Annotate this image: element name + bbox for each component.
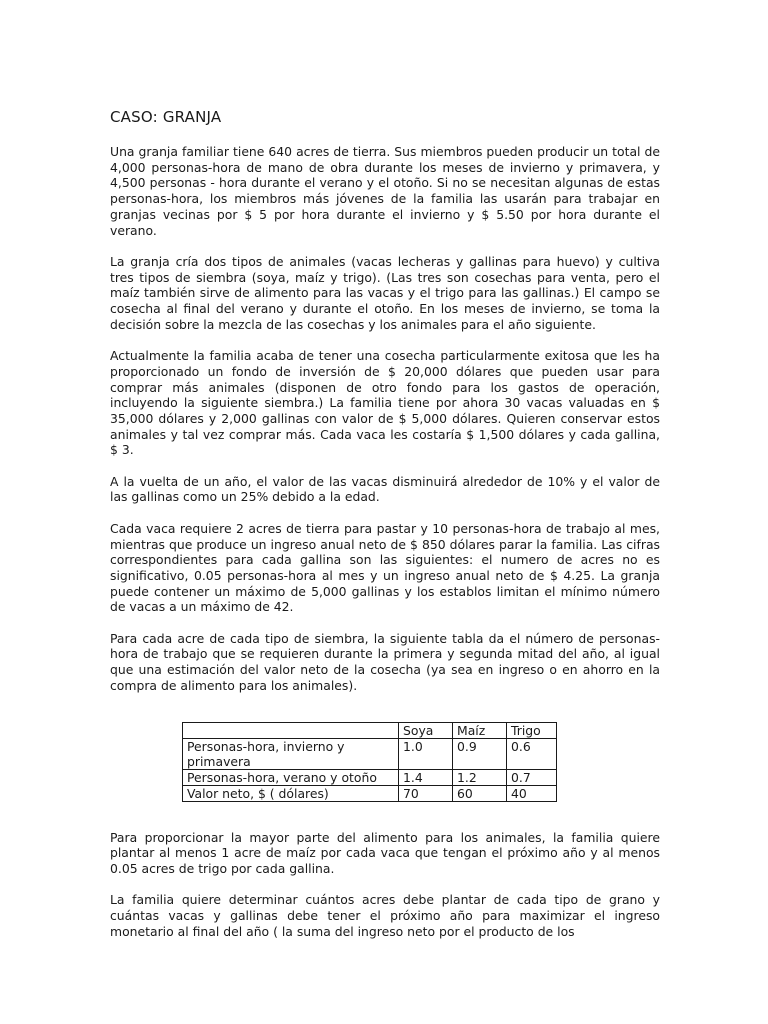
table-cell: 1.4 [399, 769, 453, 785]
table-row [183, 769, 557, 785]
paragraph-feed-requirements: Para proporcionar la mayor parte del alimento para los animales, la familia quiere plantar al menos 1 acre de maíz por cada vaca que tengan el próximo año y al menos 0.05 acres de trigo por cada gallina. [110, 829, 660, 876]
crop-table-container [182, 722, 660, 802]
table-header-cell: Trigo [507, 722, 557, 738]
paragraph-depreciation: A la vuelta de un año, el valor de las vacas disminuirá alrededor de 10% y el valor de las gallinas como un 25% debido a la edad. [110, 473, 660, 505]
table-cell: 0.6 [507, 738, 557, 769]
table-header-row [183, 722, 557, 738]
paragraph-table-intro: Para cada acre de cada tipo de siembra, la siguiente tabla da el número de personas-hora de trabajo que se requieren durante la primera y segunda mitad del año, al igual que una estimación del valor neto de la cosecha (ya sea en ingreso o en ahorro en la compra de alimento para los animales). [110, 630, 660, 693]
table-row [183, 785, 557, 801]
table-cell: 60 [453, 785, 507, 801]
document-page [110, 108, 660, 955]
table-cell: Valor neto, $ ( dólares) [183, 785, 399, 801]
table-header-cell: Soya [399, 722, 453, 738]
crop-table [182, 722, 557, 802]
table-cell: 70 [399, 785, 453, 801]
table-cell: 1.2 [453, 769, 507, 785]
table-row [183, 738, 557, 769]
table-cell: 40 [507, 785, 557, 801]
table-cell: 0.9 [453, 738, 507, 769]
after-table-section [110, 830, 660, 940]
document-title: CASO: GRANJA [110, 108, 222, 126]
table-cell: Personas-hora, verano y otoño [183, 769, 399, 785]
table-cell: 1.0 [399, 738, 453, 769]
table-cell: Personas-hora, invierno y primavera [183, 738, 399, 769]
paragraph-objective: La familia quiere determinar cuántos acres debe plantar de cada tipo de grano y cuántas vacas y gallinas debe tener el próximo año para maximizar el ingreso monetario al final del año ( la suma del ingreso neto por el producto de los [110, 892, 660, 939]
table-header-cell: Maíz [453, 722, 507, 738]
table-cell: 0.7 [507, 769, 557, 785]
paragraph-animals-crops: La granja cría dos tipos de animales (vacas lecheras y gallinas para huevo) y cultiva tres tipos de siembra (soya, maíz y trigo). (Las tres son cosechas para venta, pero el maíz también sirve de alimento para las vacas y el trigo para las gallinas.) El campo se cosecha al final del verano y durante el otoño. En los meses de invierno, se toma la decisión sobre la mezcla de las cosechas y los animales para el año siguiente. [110, 253, 660, 332]
table-header-cell [183, 722, 399, 738]
paragraph-land-labor: Una granja familiar tiene 640 acres de tierra. Sus miembros pueden producir un total de 4,000 personas-hora de mano de obra durante los meses de invierno y primavera, y 4,500 personas - hora durante el verano y el otoño. Si no se necesitan algunas de estas personas-hora, los miembros más jóvenes de la familia las usarán para trabajar en granjas vecinas por $ 5 por hora durante el invierno y $ 5.50 por hora durante el verano. [110, 144, 660, 238]
paragraph-investment-fund: Actualmente la familia acaba de tener una cosecha particularmente exitosa que les ha proporcionado un fondo de inversión de $ 20,000 dólares que pueden usar para comprar más animales (disponen de otro fondo para los gastos de operación, incluyendo la siguiente siembra.) La familia tiene por ahora 30 vacas valuadas en $ 35,000 dólares y 2,000 gallinas con valor de $ 5,000 dólares. Quieren conservar estos animales y tal vez comprar más. Cada vaca les costaría $ 1,500 dólares y cada gallina, $ 3. [110, 348, 660, 458]
paragraph-animal-requirements: Cada vaca requiere 2 acres de tierra para pastar y 10 personas-hora de trabajo al mes, mientras que produce un ingreso anual neto de $ 850 dólares parar la familia. Las cifras correspondientes para cada gallina son las siguientes: el numero de acres no es significativo, 0.05 personas-hora al mes y un ingreso anual neto de $ 4.25. La granja puede contener un máximo de 5,000 gallinas y los establos limitan el mínimo número de vacas a un máximo de 42. [110, 520, 660, 615]
